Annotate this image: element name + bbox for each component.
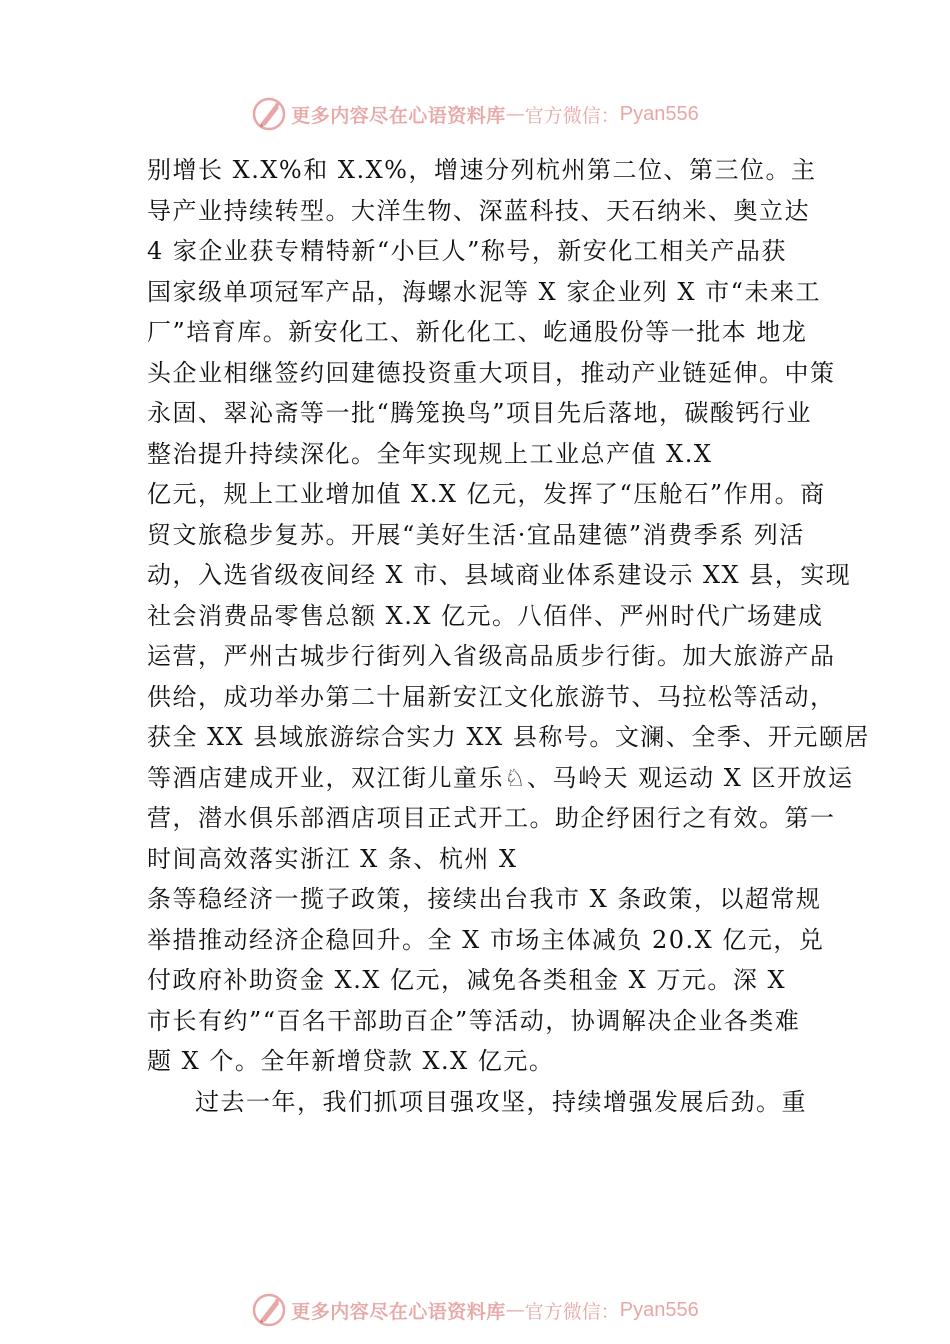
watermark-sub-text: 官方微信： — [524, 104, 620, 127]
text-line: 导产业持续转型。大洋生物、深蓝科技、天石纳米、奥立达 — [147, 196, 810, 225]
text-line: 举措推动经济企稳回升。全 X 市场主体减负 20.X 亿元，兑 — [147, 925, 825, 954]
watermark-id: Pyan556 — [619, 1298, 699, 1321]
text-line: 获全 XX 县域旅游综合实力 XX 县称号。文澜、全季、开元颐居 — [147, 723, 870, 751]
watermark-main-text: 更多内容尽在心语资料库 — [291, 1300, 506, 1323]
text-line: 国家级单项冠军产品，海螺水泥等 X 家企业列 X 市“未来工 — [147, 277, 821, 306]
text-line: 题 X 个。全年新增贷款 X.X 亿元。 — [147, 1047, 555, 1075]
watermark-dash: — — [505, 103, 525, 125]
pen-logo-icon — [251, 1292, 287, 1328]
text-line: 动，入选省级夜间经 X 市、县域商业体系建设示 XX 县，实现 — [147, 561, 852, 589]
text-line: 头企业相继签约回建德投资重大项目，推动产业链延伸。中策 — [147, 358, 836, 387]
pen-logo-icon — [251, 96, 287, 132]
text-line: 亿元，规上工业增加值 X.X 亿元，发挥了“压舱石”作用。商 — [147, 480, 826, 508]
watermark-header — [0, 94, 950, 134]
text-line: 时间高效落实浙江 X 条、杭州 X — [147, 844, 518, 873]
watermark-sub-text: 官方微信： — [524, 1300, 620, 1323]
document-body — [147, 150, 870, 1122]
text-line: 营，潜水俱乐部酒店项目正式开工。助企纾困行之有效。第一 — [147, 804, 836, 832]
text-line: 永固、翠沁斋等一批“腾笼换鸟”项目先后落地，碳酸钙行业 — [147, 399, 813, 427]
text-line: 厂”培育库。新安化工、新化化工、屹通股份等一批本 地龙 — [147, 318, 808, 346]
watermark-id: Pyan556 — [619, 102, 699, 125]
watermark-main-text: 更多内容尽在心语资料库 — [291, 104, 506, 127]
text-line: 运营，严州古城步行街列入省级高品质步行街。加大旅游产品 — [147, 642, 836, 670]
text-line: 别增长 X.X%和 X.X%，增速分列杭州第二位、第三位。主 — [147, 156, 817, 184]
text-line: 供给，成功举办第二十届新安江文化旅游节、马拉松等活动， — [147, 682, 836, 711]
paragraph-start-line: 过去一年，我们抓项目强攻坚，持续增强发展后劲。重 — [195, 1087, 807, 1116]
text-line: 等酒店建成开业，双江街儿童乐♘、马岭天 观运动 X 区开放运 — [147, 763, 854, 792]
text-line: 贸文旅稳步复苏。开展“美好生活·宜品建德”消费季系 列活 — [147, 520, 805, 549]
watermark-dash: — — [505, 1299, 525, 1321]
text-line: 4 家企业获专精特新“小巨人”称号，新安化工相关产品获 — [147, 237, 787, 265]
text-line: 市长有约”“百名干部助百企”等活动，协调解决企业各类难 — [147, 1006, 801, 1035]
text-line: 付政府补助资金 X.X 亿元，减免各类租金 X 万元。深 X — [147, 966, 787, 994]
watermark-footer — [0, 1290, 950, 1330]
text-line: 社会消费品零售总额 X.X 亿元。八佰伴、严州时代广场建成 — [147, 601, 824, 630]
text-line: 条等稳经济一揽子政策，接续出台我市 X 条政策，以超常规 — [147, 885, 822, 913]
text-line: 整治提升持续深化。全年实现规上工业总产值 X.X — [147, 439, 713, 468]
